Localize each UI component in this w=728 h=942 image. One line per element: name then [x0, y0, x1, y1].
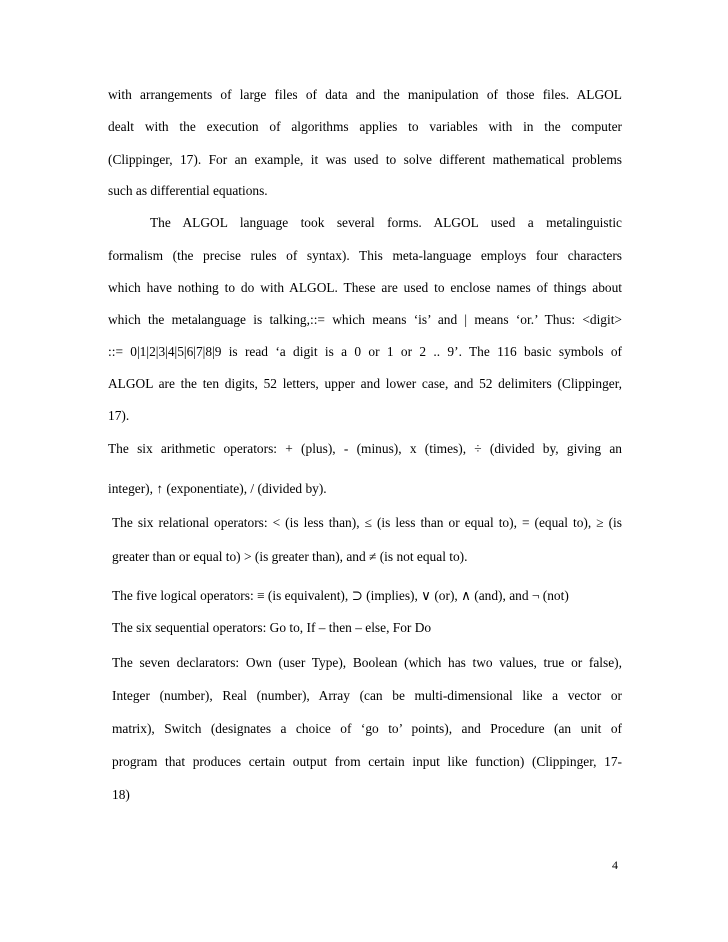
text-line: ALGOL are the ten digits, 52 letters, upper and lower case, and 52 delimiters (Clippinger,: [108, 376, 622, 391]
declarators-line: program that produces certain output from certain input like function) (Clippinger, 17-: [112, 754, 622, 769]
text-line: which have nothing to do with ALGOL. These are used to enclose names of things about: [108, 280, 622, 295]
text-line: (Clippinger, 17). For an example, it was used to solve different mathematical problems: [108, 152, 622, 167]
declarators-line: Integer (number), Real (number), Array (can be multi-dimensional like a vector or: [112, 688, 622, 703]
sequential-operators-line: The six sequential operators: Go to, If – then – else, For Do: [112, 620, 432, 635]
text-line: which the metalanguage is talking,::= which means ‘is’ and | means ‘or.’ Thus: <digit>: [108, 312, 622, 327]
declarators-line: 18): [112, 787, 130, 802]
relational-operators-line: greater than or equal to) > (is greater than), and ≠ (is not equal to).: [112, 549, 468, 564]
text-line: formalism (the precise rules of syntax). This meta-language employs four characters: [108, 248, 622, 263]
relational-operators-line: The six relational operators: < (is less than), ≤ (is less than or equal to), = (equal to), ≥ (is: [112, 515, 622, 530]
text-line: such as differential equations.: [108, 183, 268, 198]
arithmetic-operators-line: The six arithmetic operators: + (plus), - (minus), x (times), ÷ (divided by, giving an: [108, 441, 622, 456]
declarators-line: matrix), Switch (designates a choice of ‘go to’ points), and Procedure (an unit of: [112, 721, 622, 736]
text-line: ::= 0|1|2|3|4|5|6|7|8|9 is read ‘a digit is a 0 or 1 or 2 .. 9’. The 116 basic symbols of: [108, 344, 622, 359]
text-line: with arrangements of large files of data and the manipulation of those files. ALGOL: [108, 87, 622, 102]
text-line: dealt with the execution of algorithms applies to variables with in the computer: [108, 119, 622, 134]
paragraph-first-line: The ALGOL language took several forms. ALGOL used a metalinguistic: [150, 215, 622, 230]
arithmetic-operators-line: integer), ↑ (exponentiate), / (divided by).: [108, 481, 327, 496]
text-line: 17).: [108, 408, 130, 423]
page-number: 4: [612, 858, 618, 872]
declarators-line: The seven declarators: Own (user Type), Boolean (which has two values, true or false),: [112, 655, 622, 670]
logical-operators-line: The five logical operators: ≡ (is equivalent), ⊃ (implies), ∨ (or), ∧ (and), and ¬ (not): [112, 588, 569, 603]
